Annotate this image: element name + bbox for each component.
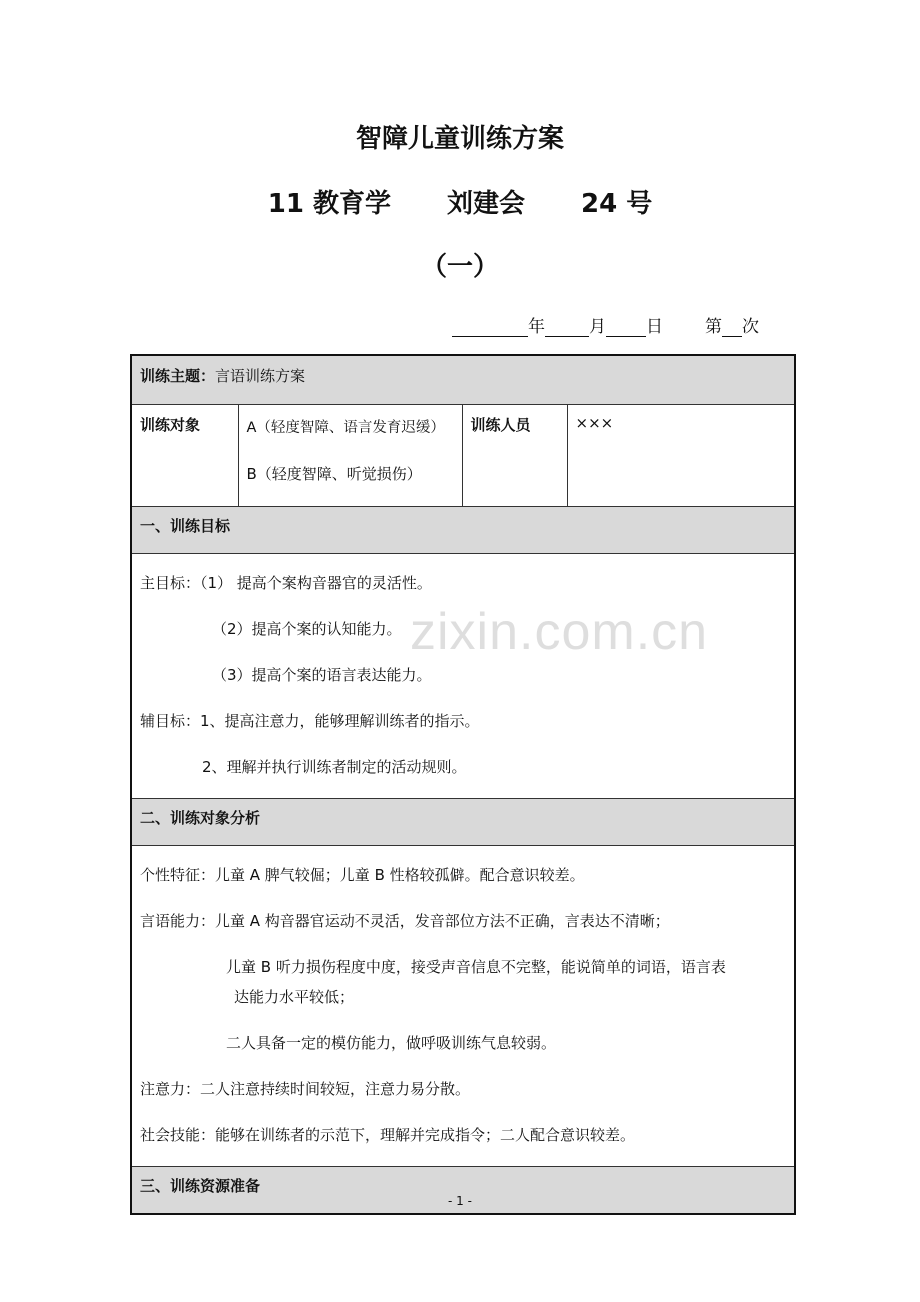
analysis-line: 社会技能：能够在训练者的示范下，理解并完成指令；二人配合意识较差。 bbox=[140, 1126, 636, 1144]
theme-value: 言语训练方案 bbox=[215, 367, 306, 385]
section-2-content bbox=[131, 846, 795, 1167]
watermark: zixin.com.cn bbox=[410, 603, 709, 661]
goal-line: 辅目标：1、提高注意力，能够理解训练者的指示。 bbox=[140, 712, 480, 730]
analysis-line: 个性特征：儿童 A 脾气较倔；儿童 B 性格较孤僻。配合意识较差。 bbox=[140, 866, 585, 884]
page-number: - 1 - bbox=[448, 1194, 472, 1208]
analysis-line: 言语能力：儿童 A 构音器官运动不灵活，发音部位方法不正确，言表达不清晰； bbox=[140, 912, 670, 930]
day-label: 日 bbox=[646, 317, 663, 337]
analysis-line: 注意力：二人注意持续时间较短，注意力易分散。 bbox=[140, 1080, 471, 1098]
author-line bbox=[0, 183, 920, 220]
target-values bbox=[238, 405, 462, 507]
training-plan-table bbox=[130, 354, 796, 1215]
goal-line: （3）提高个案的语言表达能力。 bbox=[212, 666, 432, 684]
document-title: 智障儿童训练方案 bbox=[355, 124, 564, 154]
date-line bbox=[452, 312, 759, 337]
target-label: 训练对象 bbox=[131, 405, 238, 507]
day-blank bbox=[606, 318, 646, 337]
times-suffix: 次 bbox=[742, 317, 759, 337]
month-blank bbox=[545, 318, 589, 337]
section-number: （一） bbox=[420, 252, 499, 282]
year-blank bbox=[452, 318, 528, 337]
section-3-title: 三、训练资源准备 bbox=[131, 1167, 795, 1215]
trainer-value: ××× bbox=[567, 405, 795, 507]
times-blank bbox=[722, 318, 742, 337]
analysis-line: 达能力水平较低； bbox=[234, 988, 355, 1006]
target-b: B（轻度智障、听觉损伤） bbox=[246, 465, 422, 483]
times-prefix: 第 bbox=[705, 317, 722, 337]
class-name: 11 教育学 bbox=[267, 189, 391, 219]
analysis-line: 儿童 B 听力损伤程度中度，接受声音信息不完整，能说简单的词语，语言表 bbox=[226, 958, 726, 976]
theme-label: 训练主题： bbox=[140, 367, 216, 385]
goal-line: （2）提高个案的认知能力。 bbox=[212, 620, 402, 638]
theme-row bbox=[131, 355, 795, 405]
analysis-line: 二人具备一定的模仿能力，做呼吸训练气息较弱。 bbox=[226, 1034, 557, 1052]
section-2-title: 二、训练对象分析 bbox=[131, 799, 795, 846]
section-1-content bbox=[131, 554, 795, 799]
target-a: A（轻度智障、语言发育迟缓） bbox=[246, 420, 445, 436]
year-label: 年 bbox=[528, 317, 545, 337]
trainer-label: 训练人员 bbox=[462, 405, 567, 507]
goal-line: 主目标：（1） 提高个案构音器官的灵活性。 bbox=[140, 574, 432, 592]
section-1-title: 一、训练目标 bbox=[131, 507, 795, 554]
author-name: 刘建会 bbox=[446, 189, 525, 219]
month-label: 月 bbox=[589, 317, 606, 337]
goal-line: 2、理解并执行训练者制定的活动规则。 bbox=[202, 758, 467, 776]
student-number: 24 号 bbox=[581, 189, 653, 219]
